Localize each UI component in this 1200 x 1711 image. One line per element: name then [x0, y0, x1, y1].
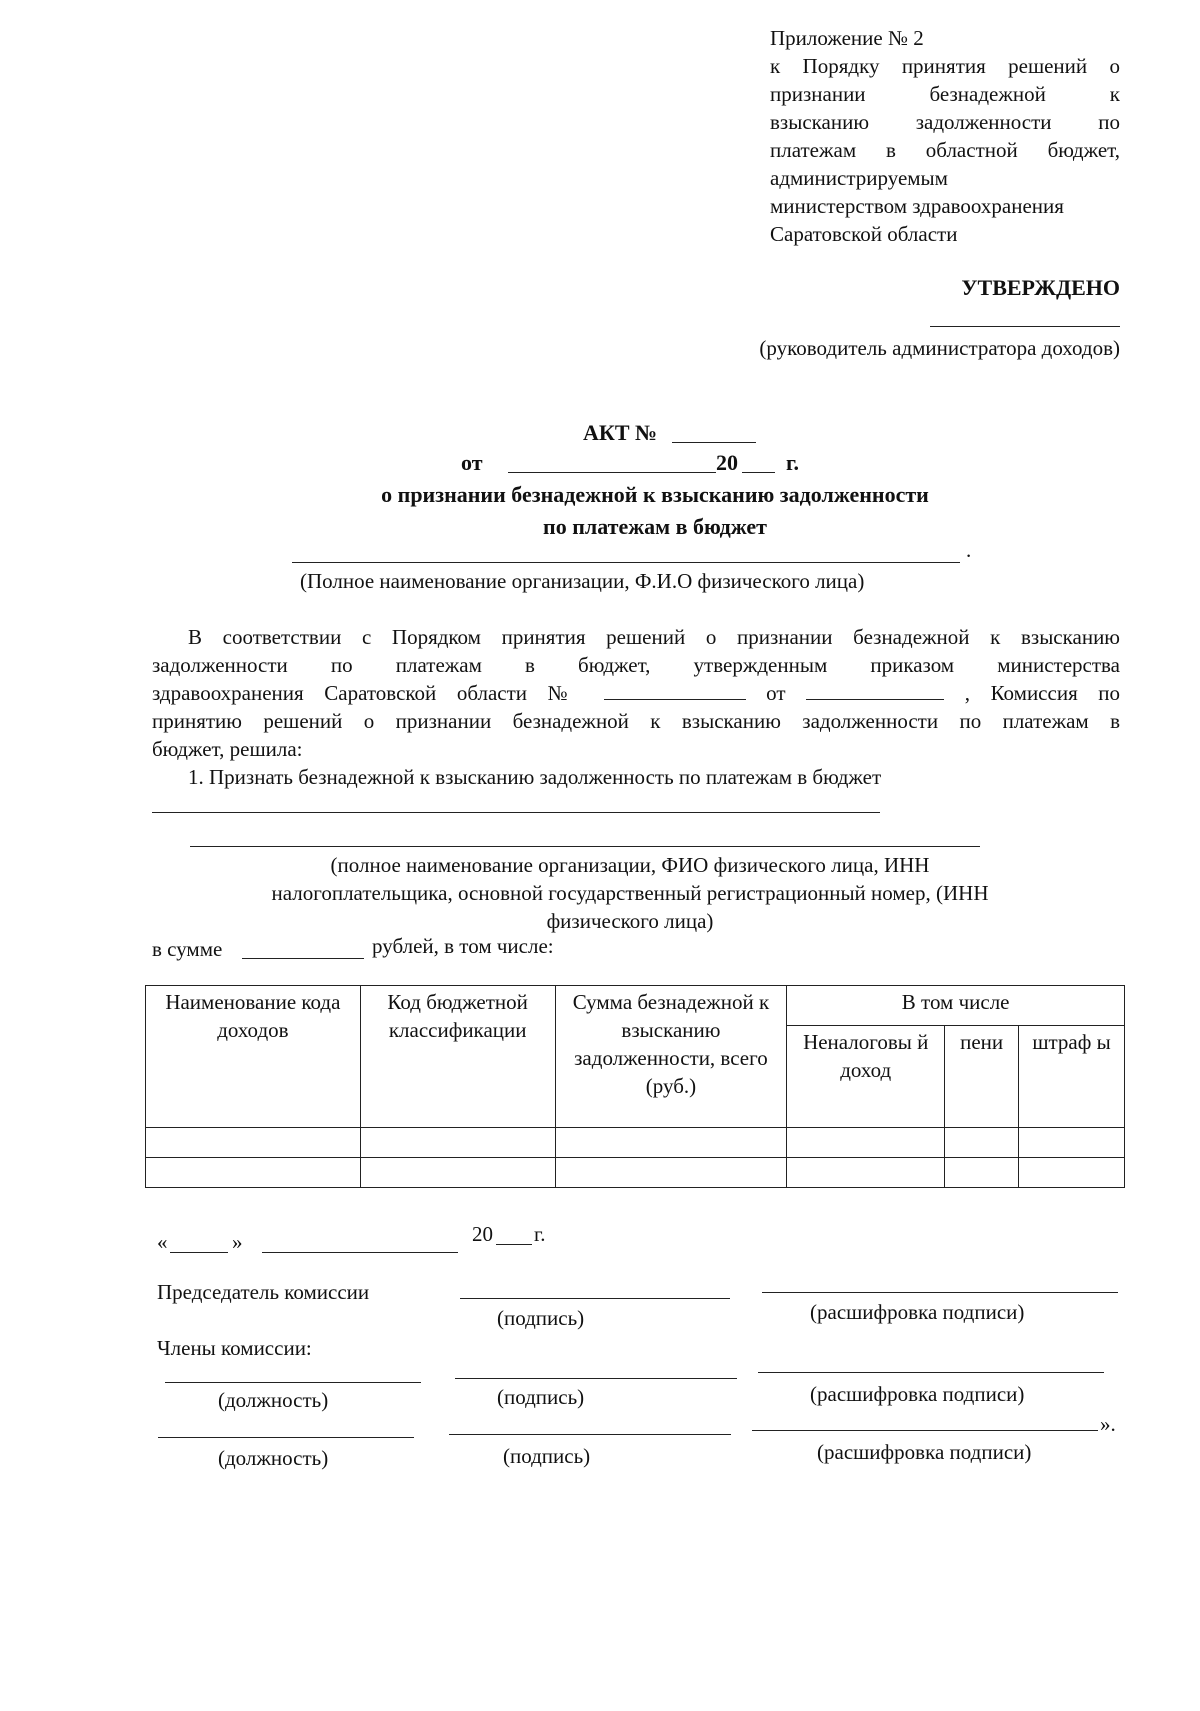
- table-cell: [360, 1128, 555, 1158]
- closing-quote: ».: [1100, 1412, 1116, 1436]
- order-text-c: , Комиссия по: [964, 681, 1121, 705]
- act-number-label: АКТ №: [583, 420, 658, 445]
- sign-day-blank: [170, 1252, 228, 1253]
- paragraph-line: В соответствии с Порядком принятия решений о признании безнадежной к взысканию: [188, 625, 1120, 649]
- table-cell: [146, 1158, 361, 1188]
- sum-suffix: рублей, в том числе:: [372, 934, 554, 958]
- paragraph-line: задолженности по платежам в бюджет, утвержденным приказом министерства: [152, 653, 1120, 677]
- sign-month-blank: [262, 1252, 458, 1253]
- member2-signature-caption: (подпись): [503, 1444, 591, 1468]
- act-date-line: [508, 472, 716, 473]
- table-cell: [787, 1158, 945, 1188]
- chairman-decoding-line: [762, 1292, 1118, 1293]
- act-year-line: [742, 472, 775, 473]
- member1-signature-line: [455, 1378, 737, 1379]
- org-name-line: [292, 562, 960, 563]
- table-cell: [1019, 1158, 1125, 1188]
- appendix-line: платежам в областной бюджет,: [770, 138, 1120, 162]
- org-name-caption: (Полное наименование организации, Ф.И.О физического лица): [300, 569, 865, 593]
- appendix-line: министерством здравоохранения: [770, 194, 1064, 218]
- member1-decoding-line: [758, 1372, 1104, 1373]
- paragraph-line: бюджет, решила:: [152, 737, 303, 761]
- debtor-caption-1: (полное наименование организации, ФИО физического лица, ИНН: [330, 853, 930, 877]
- members-label: Члены комиссии:: [157, 1336, 312, 1360]
- sign-year-blank: [496, 1244, 532, 1245]
- act-date-prefix: от: [461, 450, 483, 475]
- act-title-line1: о признании безнадежной к взысканию задолженности: [381, 482, 929, 507]
- approval-title: УТВЕРЖДЕНО: [961, 275, 1120, 300]
- appendix-line: к Порядку принятия решений о: [770, 54, 1120, 78]
- member2-decoding-line: [752, 1430, 1098, 1431]
- order-number-blank: [604, 681, 746, 700]
- sign-date-year: 20: [472, 1222, 493, 1246]
- appendix-line: взысканию задолженности по: [770, 110, 1120, 134]
- order-date-blank: [806, 681, 944, 700]
- col-non-tax-income: Неналоговы й доход: [787, 1026, 945, 1128]
- debtor-line-1: [152, 812, 880, 813]
- table-cell: [945, 1128, 1019, 1158]
- table-cell: [1019, 1128, 1125, 1158]
- debtor-line-2: [190, 846, 980, 847]
- org-name-dot: .: [966, 538, 972, 562]
- chairman-signature-caption: (подпись): [497, 1306, 585, 1330]
- order-text-b: от: [766, 681, 786, 705]
- chairman-label: Председатель комиссии: [157, 1280, 370, 1304]
- chairman-decoding-caption: (расшифровка подписи): [810, 1300, 1025, 1324]
- decision-item-1: 1. Признать безнадежной к взысканию задолженность по платежам в бюджет: [188, 765, 882, 789]
- debt-table: [145, 985, 1125, 1188]
- table-cell: [787, 1128, 945, 1158]
- table-cell: [555, 1128, 787, 1158]
- sum-prefix: в сумме: [152, 937, 223, 961]
- col-group-including: В том числе: [787, 986, 1125, 1026]
- member1-position-caption: (должность): [218, 1388, 329, 1412]
- table-row: [146, 1128, 1125, 1158]
- col-penalty: пени: [945, 1026, 1019, 1128]
- approval-caption: (руководитель администратора доходов): [759, 336, 1120, 360]
- debtor-caption-2: налогоплательщика, основной государственный регистрационный номер, (ИНН: [271, 881, 989, 905]
- act-date-year: 20: [716, 450, 738, 475]
- col-budget-code: Код бюджетной классификации: [360, 986, 555, 1128]
- sign-date-open: «: [157, 1230, 168, 1254]
- table-cell: [945, 1158, 1019, 1188]
- member2-position-line: [158, 1437, 414, 1438]
- col-total-sum: Сумма безнадежной к взысканию задолженности, всего (руб.): [555, 986, 787, 1128]
- chairman-signature-line: [460, 1298, 730, 1299]
- table-cell: [555, 1158, 787, 1188]
- sign-date-suffix: г.: [534, 1222, 546, 1246]
- col-income-name: Наименование кода доходов: [146, 986, 361, 1128]
- act-date-suffix: г.: [786, 450, 800, 475]
- appendix-line: Саратовской области: [770, 222, 958, 246]
- member2-signature-line: [449, 1434, 731, 1435]
- paragraph-line: принятию решений о признании безнадежной к взысканию задолженности по платежам в: [152, 709, 1120, 733]
- appendix-line: администрируемым: [770, 166, 948, 190]
- appendix-line: Приложение № 2: [770, 26, 924, 50]
- sign-date-close: »: [232, 1230, 243, 1254]
- member1-decoding-caption: (расшифровка подписи): [810, 1382, 1025, 1406]
- order-text-a: здравоохранения Саратовской области №: [152, 681, 583, 705]
- act-title-line2: по платежам в бюджет: [543, 514, 767, 539]
- member2-position-caption: (должность): [218, 1446, 329, 1470]
- decision-paragraph: [152, 623, 1120, 791]
- member1-signature-caption: (подпись): [497, 1385, 585, 1409]
- debtor-caption-3: физического лица): [546, 909, 714, 933]
- paragraph-line-order: [152, 679, 1120, 707]
- table-row: [146, 1158, 1125, 1188]
- table-cell: [146, 1128, 361, 1158]
- approval-signature-line: [930, 326, 1120, 327]
- appendix-header: [770, 24, 1120, 248]
- member1-position-line: [165, 1382, 421, 1383]
- sum-blank: [242, 958, 364, 959]
- appendix-line: признании безнадежной к: [770, 82, 1120, 106]
- member2-decoding-caption: (расшифровка подписи): [817, 1440, 1032, 1464]
- act-number-line: [672, 442, 756, 443]
- table-cell: [360, 1158, 555, 1188]
- col-fine: штраф ы: [1019, 1026, 1125, 1128]
